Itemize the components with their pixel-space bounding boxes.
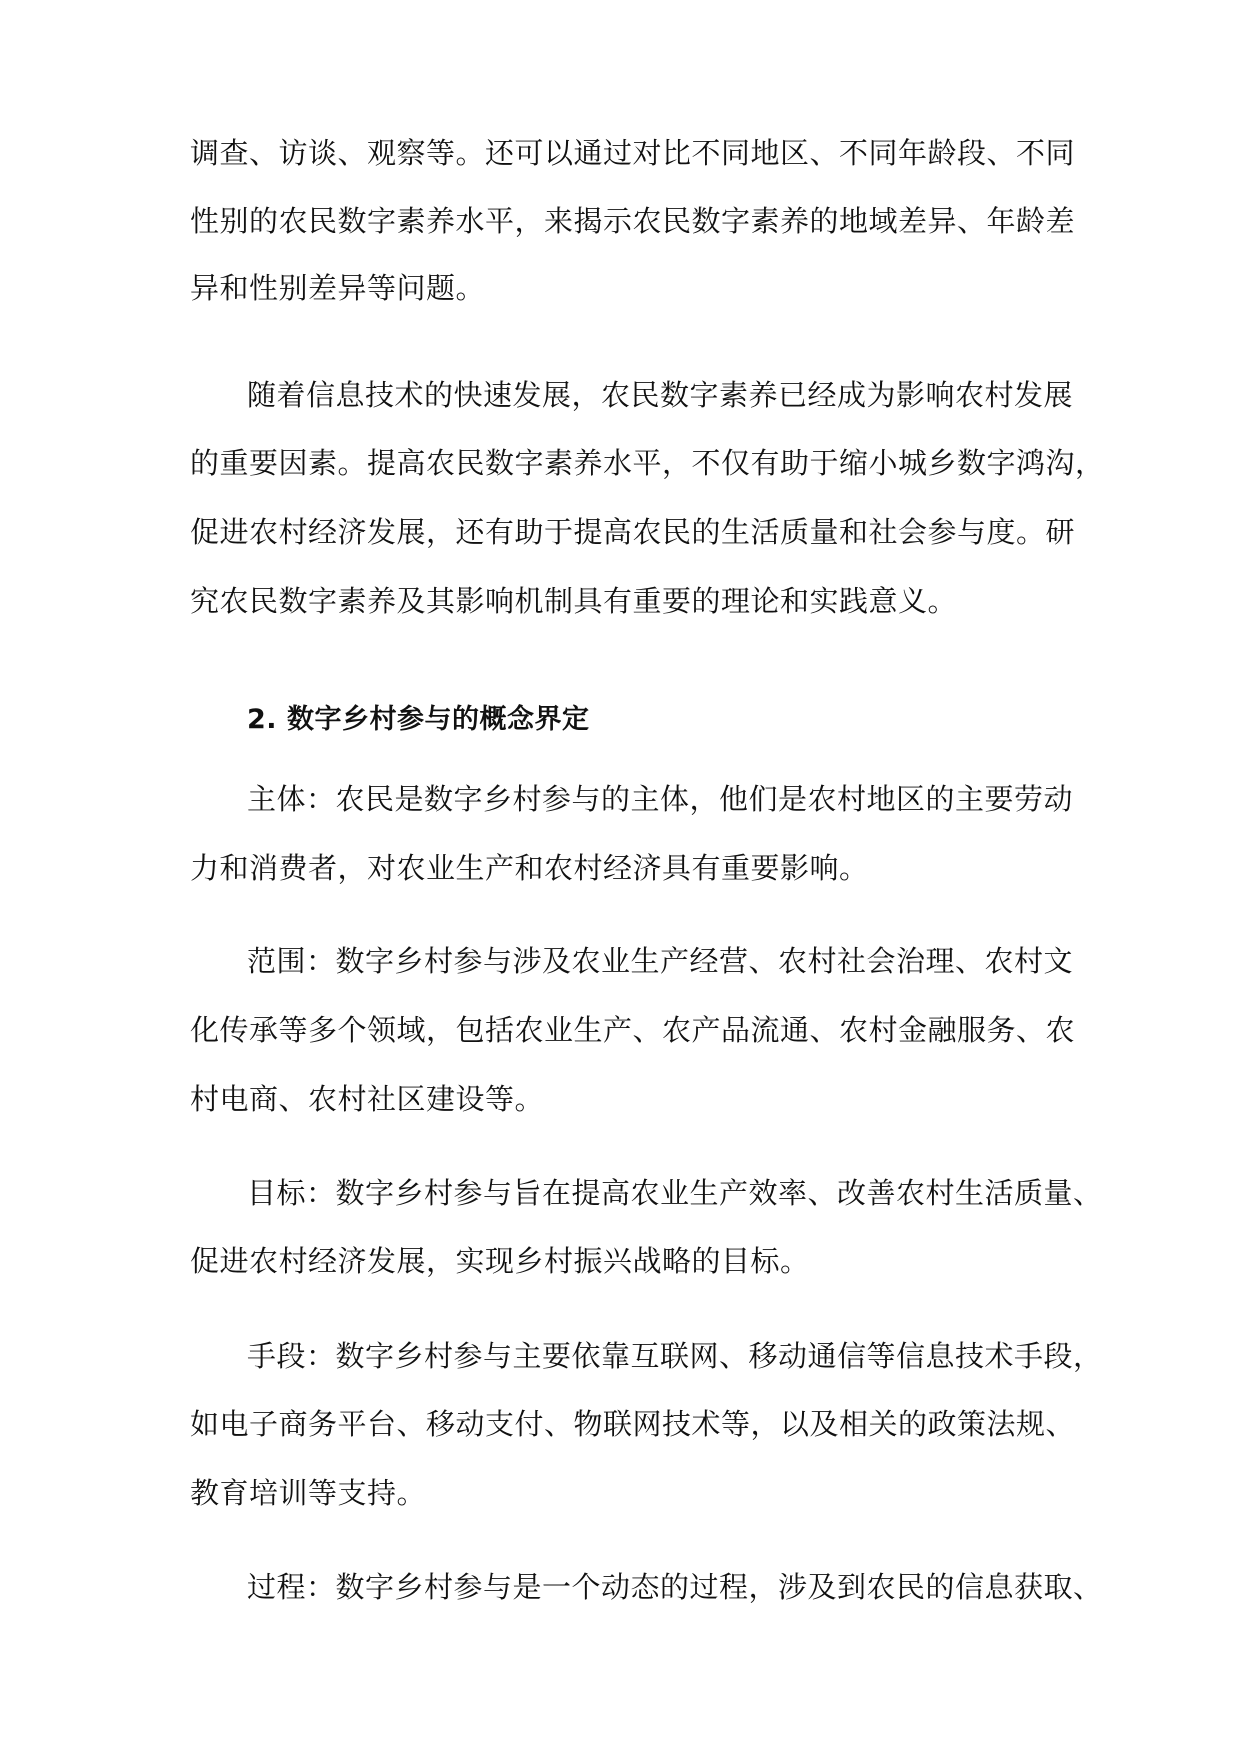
paragraph-line: 究农民数字素养及其影响机制具有重要的理论和实践意义。 — [190, 584, 958, 618]
paragraph-line: 范围：数字乡村参与涉及农业生产经营、农村社会治理、农村文 — [247, 944, 1074, 978]
paragraph-line: 促进农村经济发展，还有助于提高农民的生活质量和社会参与度。研 — [190, 515, 1076, 549]
paragraph-line: 手段：数字乡村参与主要依靠互联网、移动通信等信息技术手段， — [247, 1339, 1103, 1373]
paragraph-line: 村电商、农村社区建设等。 — [190, 1082, 545, 1116]
paragraph-line: 调查、访谈、观察等。还可以通过对比不同地区、不同年龄段、不同 — [190, 136, 1076, 170]
paragraph-line: 化传承等多个领域，包括农业生产、农产品流通、农村金融服务、农 — [190, 1013, 1076, 1047]
paragraph-line: 的重要因素。提高农民数字素养水平，不仅有助于缩小城乡数字鸿沟， — [190, 446, 1105, 480]
paragraph-line: 随着信息技术的快速发展，农民数字素养已经成为影响农村发展 — [247, 378, 1074, 412]
paragraph-line: 教育培训等支持。 — [190, 1476, 427, 1510]
paragraph-line: 如电子商务平台、移动支付、物联网技术等，以及相关的政策法规、 — [190, 1407, 1076, 1441]
paragraph-line: 力和消费者，对农业生产和农村经济具有重要影响。 — [190, 851, 869, 885]
paragraph-line: 异和性别差异等问题。 — [190, 271, 486, 305]
paragraph-line: 主体：农民是数字乡村参与的主体，他们是农村地区的主要劳动 — [247, 782, 1074, 816]
paragraph-line: 目标：数字乡村参与旨在提高农业生产效率、改善农村生活质量、 — [247, 1176, 1103, 1210]
paragraph-line: 性别的农民数字素养水平，来揭示农民数字素养的地域差异、年龄差 — [190, 204, 1076, 238]
paragraph-line: 过程：数字乡村参与是一个动态的过程，涉及到农民的信息获取、 — [247, 1570, 1103, 1604]
paragraph-line: 促进农村经济发展，实现乡村振兴战略的目标。 — [190, 1244, 810, 1278]
section-heading: 2. 数字乡村参与的概念界定 — [247, 704, 590, 735]
